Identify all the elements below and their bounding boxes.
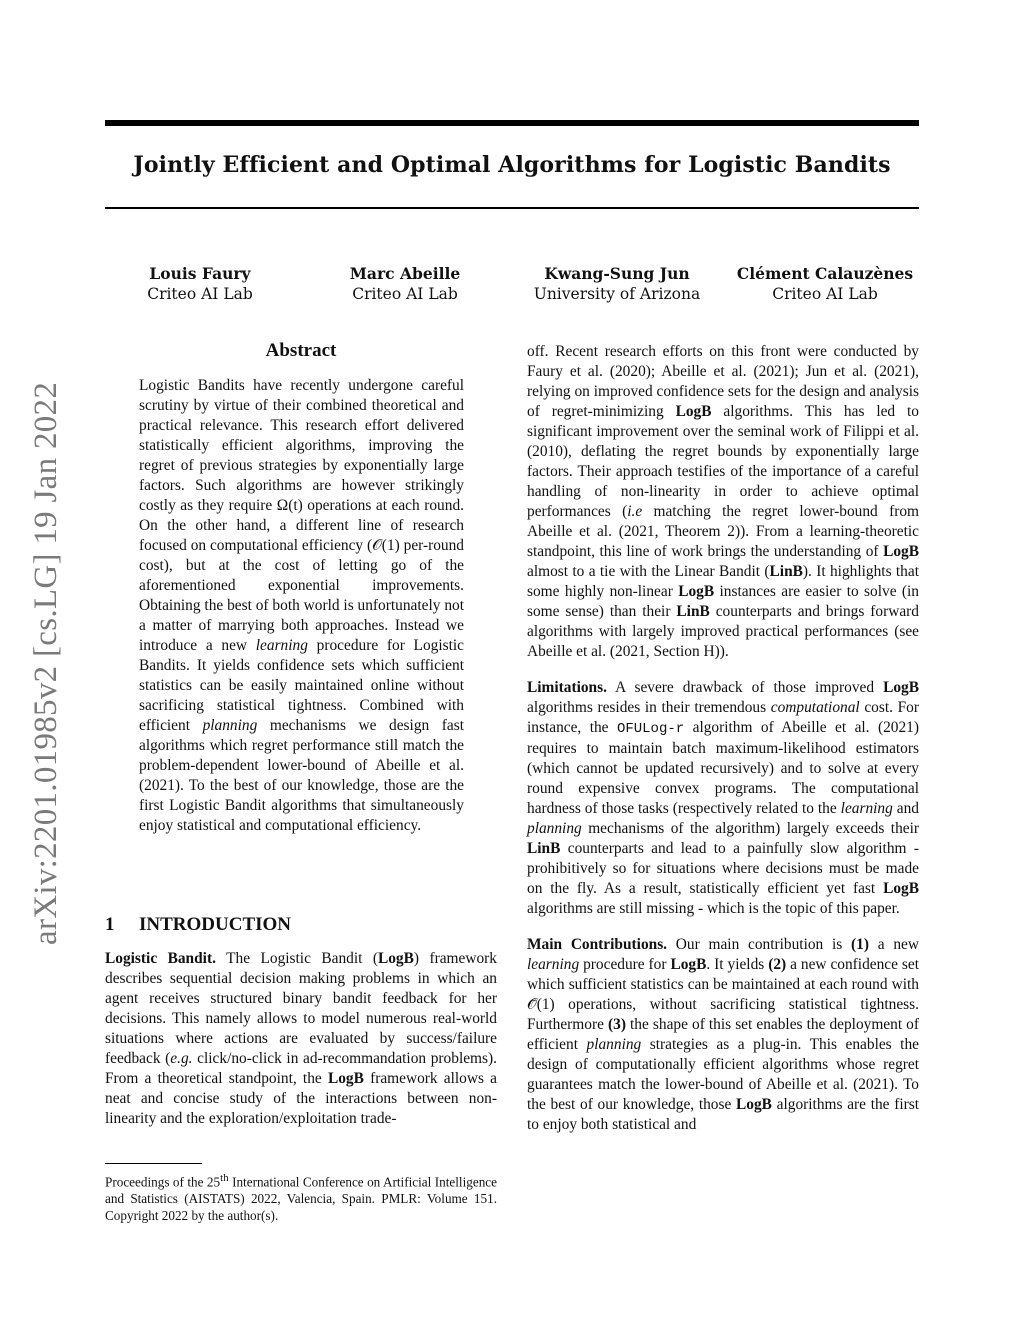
abstract-heading: Abstract — [265, 340, 337, 361]
body-text: mechanisms of the algorithm) largely exceeds their — [581, 820, 919, 837]
footnote-superscript: th — [220, 1172, 229, 1184]
term-linb: LinB — [676, 603, 710, 620]
author-block — [130, 264, 270, 304]
author-affiliation: Criteo AI Lab — [147, 285, 253, 303]
body-text: a new confidence set which sufficient statistics can be maintained at each round with 𝒪̃(1) operations, without sacrificing statistical tightness. Furthermore — [527, 956, 920, 1033]
body-text: Our main contribution is — [667, 936, 852, 953]
term-logb: LogB — [675, 403, 712, 420]
abstract-text: mechanisms we design fast algorithms which regret performance still match the problem-dependent lower-bound of Abeille et al. (2021). To the best of our knowledge, those are the first Logistic Bandit algorithms that simultaneously enjoy statistical and computational efficiency. — [139, 717, 464, 834]
paragraph-lead: Main Contributions. — [527, 936, 668, 953]
term-linb: LinB — [527, 840, 561, 857]
body-text: algorithms. This has led to significant improvement over the seminal work of Filippi et al. (2010), deflating the regret bounds by exponentially large factors. Their approach testifies of the importance of a careful handling of non-linearity in order to achieve optimal performances ( — [527, 403, 919, 520]
term-logb: LogB — [670, 956, 707, 973]
author-block — [735, 264, 915, 304]
abstract-emphasis: planning — [202, 717, 258, 734]
term-linb: LinB — [769, 563, 803, 580]
body-text: algorithm of Abeille et al. (2021) requires to maintain batch maximum-likelihood estimators (which cannot be updated recursively) and to solve at every round expensive convex programs. The computational hardness of those tasks (respectively related to the — [527, 719, 919, 817]
body-text: cost. For instance, the — [527, 699, 919, 736]
body-text: ). It highlights that some highly non-linear — [527, 563, 919, 600]
paragraph-lead: Limitations. — [527, 679, 607, 696]
right-column — [527, 342, 919, 1135]
body-text: a new — [869, 936, 919, 953]
author-name: Clément Calauzènes — [736, 264, 914, 283]
body-emphasis: learning — [527, 956, 580, 973]
contribution-number: (3) — [608, 1016, 626, 1033]
body-text: algorithms are the first to enjoy both statistical and — [527, 1096, 919, 1133]
contribution-number: (2) — [768, 956, 787, 973]
footnote — [105, 1170, 497, 1224]
body-text: counterparts and lead to a painfully slow algorithm - prohibitively so for situations where decisions must be made on the fly. As a result, statistically efficient yet fast — [527, 840, 919, 897]
author-name: Marc Abeille — [349, 264, 461, 283]
paper-title: Jointly Efficient and Optimal Algorithms for Logistic Bandits — [133, 152, 891, 178]
author-block — [527, 264, 707, 304]
body-emphasis: planning — [586, 1036, 642, 1053]
abstract-text: Logistic Bandits have recently undergone careful scrutiny by virtue of their combined theoretical and practical relevance. This research effort delivered statistically efficient algorithms, improving the regret of previous strategies by exponentially large factors. Such algorithms are however strikingly costly as they require Ω(t) operations at each round. On the other hand, a different line of research focused on computational efficiency (𝒪(1) per-round cost), but at the cost of letting go of the aforementioned exponential improvements. Obtaining the best of both world is unfortunately not a matter of marrying both approaches. Instead we introduce a new — [139, 377, 464, 654]
paragraph-gap — [527, 662, 919, 678]
body-emphasis: learning — [840, 800, 893, 817]
term-logb: LogB — [883, 543, 919, 560]
algorithm-name: OFULog-r — [616, 721, 685, 737]
paragraph-gap — [527, 919, 919, 935]
body-text: counterparts and brings forward algorithms with largely improved practical performances (see Abeille et al. (2021, Section H)). — [527, 603, 920, 660]
intro-text: ) framework describes sequential decision making problems in which an agent receives structured binary bandit feedback for her decisions. This namely allows to model numerous real-world situations where actions are evaluated by success/failure feedback ( — [105, 950, 497, 1067]
abstract-emphasis: learning — [255, 637, 308, 654]
body-text: strategies as a plug-in. This enables the design of computationally efficient algorithms whose regret guarantees match the lower-bound of Abeille et al. (2021). To the best of our knowledge, those — [527, 1036, 919, 1113]
body-emphasis: planning — [527, 820, 582, 837]
limitations-paragraph — [527, 678, 919, 919]
right-paragraph-continuation — [527, 342, 919, 662]
body-text: procedure for — [579, 956, 671, 973]
top-rule — [105, 120, 919, 126]
footnote-rule — [105, 1163, 202, 1164]
contribution-number: (1) — [851, 936, 869, 953]
paragraph-lead: Logistic Bandit. — [105, 950, 216, 967]
abstract-body — [139, 376, 464, 836]
main-contributions-paragraph — [527, 935, 919, 1135]
footnote-text: International Conference on Artificial Intelligence and Statistics (AISTATS) 2022, Valencia, Spain. PMLR: Volume 151. Copyright 2022 by the author(s). — [105, 1174, 497, 1224]
arxiv-identifier[interactable]: arXiv:2201.01985v2 [cs.LG] 19 Jan 2022 — [28, 381, 64, 945]
body-text: A severe drawback of those improved — [606, 679, 884, 696]
author-name: Louis Faury — [149, 264, 251, 283]
abstract-text: procedure for Logistic Bandits. It yields confidence sets which sufficient statistics can be easily maintained online without sacrificing statistical tightness. Combined with efficient — [139, 637, 464, 734]
author-affiliation: Criteo AI Lab — [352, 285, 458, 303]
term-logb: LogB — [678, 583, 715, 600]
intro-text: The Logistic Bandit ( — [215, 950, 378, 967]
intro-paragraph — [105, 949, 497, 1129]
section-title: INTRODUCTION — [139, 914, 292, 935]
section-number: 1 — [105, 914, 115, 935]
intro-emphasis: e.g. — [170, 1050, 193, 1067]
body-text: algorithms are still missing - which is the topic of this paper. — [527, 900, 900, 917]
term-logb: LogB — [327, 1070, 364, 1087]
term-logb: LogB — [736, 1096, 772, 1113]
author-block — [335, 264, 475, 304]
body-text: and — [892, 800, 920, 817]
author-affiliation: University of Arizona — [533, 285, 701, 303]
body-emphasis: i.e — [627, 503, 643, 520]
body-text: instances are easier to solve (in some sense) than their — [527, 583, 919, 620]
term-logb: LogB — [883, 880, 919, 897]
introduction-body — [105, 949, 497, 1129]
section-heading — [105, 914, 291, 936]
body-emphasis: computational — [770, 699, 860, 716]
term-logb: LogB — [377, 950, 414, 967]
author-affiliation: Criteo AI Lab — [772, 285, 878, 303]
body-text: off. Recent research efforts on this front were conducted by Faury et al. (2020); Abeille et al. (2021); Jun et al. (2021), relying on improved confidence sets for the design and analysis of regret-minimizing — [527, 343, 919, 420]
body-text: . It yields — [706, 956, 769, 973]
title-rule — [105, 207, 919, 209]
term-logb: LogB — [883, 679, 919, 696]
intro-text: framework allows a neat and concise study of the interactions between non-linearity and the exploration/exploitation trade- — [105, 1070, 498, 1127]
abstract-paragraph — [139, 376, 464, 836]
intro-text: click/no-click in ad-recommandation problems). From a theoretical standpoint, the — [105, 1050, 497, 1087]
body-text: almost to a tie with the Linear Bandit ( — [527, 563, 770, 580]
footnote-text: Proceedings of the 25 — [105, 1174, 221, 1190]
body-text: algorithms resides in their tremendous — [527, 699, 771, 716]
body-text: the shape of this set enables the deployment of efficient — [527, 1016, 919, 1053]
author-name: Kwang-Sung Jun — [544, 264, 690, 283]
body-text: matching the regret lower-bound from Abeille et al. (2021, Theorem 2)). From a learning-theoretic standpoint, this line of work brings the understanding of — [527, 503, 919, 560]
